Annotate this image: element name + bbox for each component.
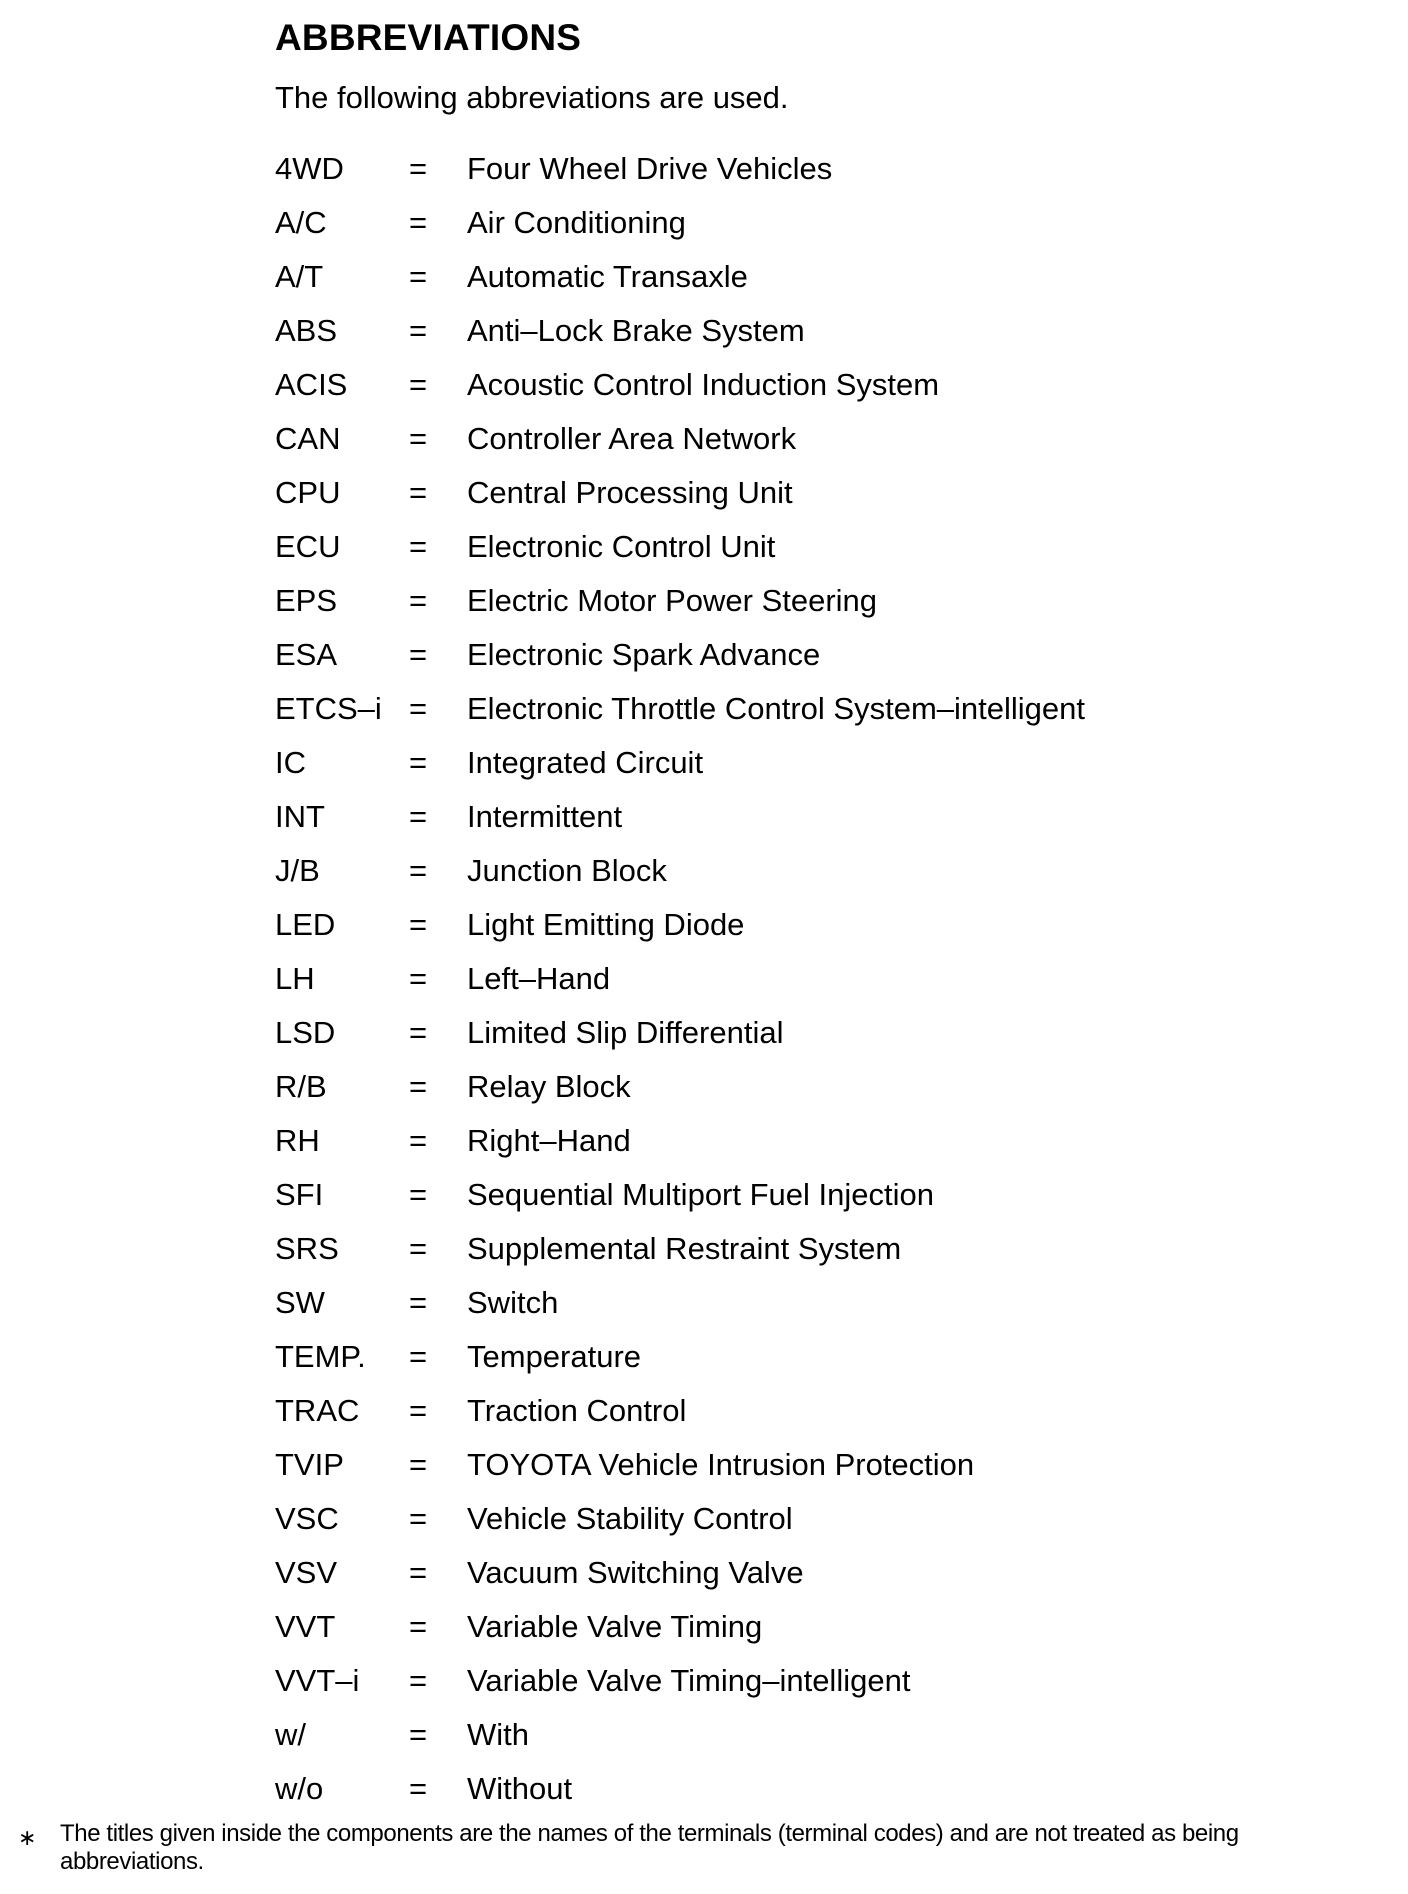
abbreviation-list [275, 142, 1085, 1816]
equals-sign: = [409, 1609, 428, 1644]
equals-sign: = [409, 1393, 428, 1428]
abbreviation-row [275, 1384, 1085, 1438]
equals-sign: = [409, 1231, 428, 1266]
abbreviation-definition: Switch [467, 1285, 559, 1320]
abbreviation-row [275, 304, 1085, 358]
abbreviation-term: CAN [275, 421, 341, 456]
abbreviation-term: ETCS–i [275, 691, 382, 726]
abbreviation-definition: Electric Motor Power Steering [467, 583, 878, 618]
equals-sign: = [409, 259, 428, 294]
page-title: ABBREVIATIONS [275, 17, 582, 58]
equals-sign: = [409, 1555, 428, 1590]
abbreviation-row [275, 250, 1085, 304]
abbreviation-definition: Electronic Throttle Control System–intelligent [467, 691, 1085, 726]
abbreviation-definition: Anti–Lock Brake System [467, 313, 805, 348]
abbreviation-term: A/T [275, 259, 324, 294]
abbreviation-row [275, 1762, 1085, 1816]
abbreviation-row [275, 628, 1085, 682]
equals-sign: = [409, 313, 428, 348]
abbreviation-term: IC [275, 745, 306, 780]
abbreviation-row [275, 1546, 1085, 1600]
equals-sign: = [409, 1177, 428, 1212]
abbreviation-definition: Supplemental Restraint System [467, 1231, 902, 1266]
abbreviation-term: TEMP. [275, 1339, 366, 1374]
equals-sign: = [409, 637, 428, 672]
abbreviation-definition: Air Conditioning [467, 205, 686, 240]
abbreviation-row [275, 1168, 1085, 1222]
abbreviation-term: VVT [275, 1609, 336, 1644]
abbreviation-row [275, 1330, 1085, 1384]
abbreviation-definition: Relay Block [467, 1069, 631, 1104]
asterisk-icon: ∗ [18, 1825, 37, 1850]
abbreviation-definition: Traction Control [467, 1393, 687, 1428]
equals-sign: = [409, 529, 428, 564]
abbreviation-row [275, 1600, 1085, 1654]
abbreviation-definition: Junction Block [467, 853, 667, 888]
equals-sign: = [409, 1771, 428, 1806]
abbreviation-definition: Variable Valve Timing [467, 1609, 763, 1644]
abbreviation-row [275, 358, 1085, 412]
footnote-text: The titles given inside the components are the names of the terminals (terminal codes) and are not treated as being abbreviations. [60, 1820, 1239, 1875]
abbreviation-row [275, 1654, 1085, 1708]
abbreviation-definition: Automatic Transaxle [467, 259, 748, 294]
abbreviation-term: VSC [275, 1501, 339, 1536]
abbreviation-term: R/B [275, 1069, 327, 1104]
equals-sign: = [409, 691, 428, 726]
equals-sign: = [409, 1339, 428, 1374]
abbreviation-term: ESA [275, 637, 338, 672]
equals-sign: = [409, 853, 428, 888]
abbreviation-row [275, 574, 1085, 628]
abbreviation-definition: Vacuum Switching Valve [467, 1555, 804, 1590]
abbreviation-term: LSD [275, 1015, 336, 1050]
abbreviation-definition: Intermittent [467, 799, 623, 834]
abbreviation-row [275, 1060, 1085, 1114]
abbreviation-row [275, 1438, 1085, 1492]
abbreviation-definition: Acoustic Control Induction System [467, 367, 940, 402]
abbreviation-definition: With [467, 1717, 529, 1752]
abbreviation-term: w/o [275, 1771, 324, 1806]
abbreviation-definition: Limited Slip Differential [467, 1015, 784, 1050]
abbreviation-term: LH [275, 961, 315, 996]
abbreviation-row [275, 1006, 1085, 1060]
equals-sign: = [409, 961, 428, 996]
abbreviation-row [275, 952, 1085, 1006]
equals-sign: = [409, 745, 428, 780]
equals-sign: = [409, 1285, 428, 1320]
abbreviation-term: SFI [275, 1177, 324, 1212]
abbreviation-row [275, 682, 1085, 736]
abbreviation-term: 4WD [275, 151, 344, 186]
abbreviation-definition: Temperature [467, 1339, 642, 1374]
equals-sign: = [409, 583, 428, 618]
abbreviation-term: A/C [275, 205, 327, 240]
abbreviation-row [275, 196, 1085, 250]
abbreviation-term: EPS [275, 583, 338, 618]
abbreviation-row [275, 142, 1085, 196]
abbreviation-row [275, 1276, 1085, 1330]
abbreviation-term: VVT–i [275, 1663, 360, 1698]
abbreviation-row [275, 844, 1085, 898]
abbreviation-definition: Variable Valve Timing–intelligent [467, 1663, 911, 1698]
abbreviation-term: INT [275, 799, 325, 834]
abbreviation-definition: Left–Hand [467, 961, 611, 996]
equals-sign: = [409, 1717, 428, 1752]
equals-sign: = [409, 1069, 428, 1104]
abbreviation-term: w/ [275, 1717, 306, 1752]
abbreviation-definition: Controller Area Network [467, 421, 797, 456]
abbreviation-term: SRS [275, 1231, 339, 1266]
abbreviation-definition: Integrated Circuit [467, 745, 704, 780]
abbreviation-row [275, 1708, 1085, 1762]
equals-sign: = [409, 1123, 428, 1158]
abbreviation-term: ACIS [275, 367, 348, 402]
abbreviation-term: RH [275, 1123, 320, 1158]
equals-sign: = [409, 799, 428, 834]
abbreviation-term: ABS [275, 313, 338, 348]
equals-sign: = [409, 1447, 428, 1482]
abbreviation-row [275, 520, 1085, 574]
footnote [14, 1820, 1384, 1876]
abbreviation-definition: TOYOTA Vehicle Intrusion Protection [467, 1447, 975, 1482]
abbreviation-definition: Electronic Control Unit [467, 529, 776, 564]
abbreviation-row [275, 898, 1085, 952]
intro-text: The following abbreviations are used. [275, 80, 789, 115]
abbreviation-row [275, 790, 1085, 844]
equals-sign: = [409, 151, 428, 186]
equals-sign: = [409, 1501, 428, 1536]
abbreviation-definition: Sequential Multiport Fuel Injection [467, 1177, 934, 1212]
equals-sign: = [409, 475, 428, 510]
equals-sign: = [409, 1015, 428, 1050]
abbreviation-row [275, 466, 1085, 520]
abbreviation-definition: Without [467, 1771, 573, 1806]
abbreviation-definition: Central Processing Unit [467, 475, 793, 510]
abbreviation-row [275, 1492, 1085, 1546]
abbreviation-definition: Light Emitting Diode [467, 907, 745, 942]
abbreviation-definition: Electronic Spark Advance [467, 637, 821, 672]
abbreviation-term: CPU [275, 475, 341, 510]
equals-sign: = [409, 367, 428, 402]
abbreviation-term: TRAC [275, 1393, 360, 1428]
abbreviation-definition: Right–Hand [467, 1123, 631, 1158]
abbreviation-row [275, 736, 1085, 790]
abbreviation-term: LED [275, 907, 336, 942]
abbreviation-term: J/B [275, 853, 320, 888]
abbreviation-definition: Vehicle Stability Control [467, 1501, 793, 1536]
abbreviation-row [275, 1222, 1085, 1276]
equals-sign: = [409, 205, 428, 240]
abbreviation-term: VSV [275, 1555, 338, 1590]
abbreviation-term: TVIP [275, 1447, 344, 1482]
abbreviation-row [275, 412, 1085, 466]
abbreviation-definition: Four Wheel Drive Vehicles [467, 151, 833, 186]
abbreviation-term: ECU [275, 529, 341, 564]
abbreviation-row [275, 1114, 1085, 1168]
equals-sign: = [409, 1663, 428, 1698]
abbreviation-term: SW [275, 1285, 325, 1320]
equals-sign: = [409, 421, 428, 456]
equals-sign: = [409, 907, 428, 942]
